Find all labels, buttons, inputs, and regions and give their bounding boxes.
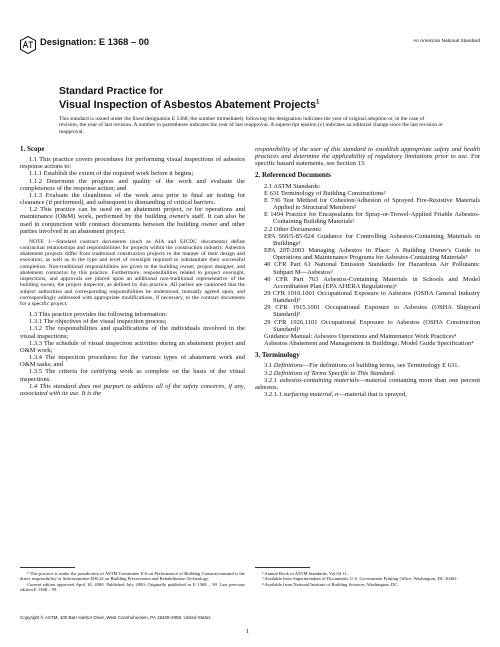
footnote-rule-right xyxy=(255,567,310,568)
section-heading-terminology: 3. Terminology xyxy=(255,351,300,360)
paragraph-3-2-1-1-number: 3.2.1.1 xyxy=(264,391,284,398)
reference-model-guide: Asbestos Abatement and Management in Buildings: Model Guide Specification⁴ xyxy=(264,340,474,348)
paragraph-1-2: 1.2 This practice can be used on an abatement project, or for operations and maintenance (O&M) work, performed by the building owner's staff. It can also be used in conjunction with contract documents between the building owner and other parties involved in an abatement project. xyxy=(20,206,245,235)
paragraph-1-3-3: 1.3.3 The schedule of visual inspection activities during an abatement project and O&M work; xyxy=(20,339,245,354)
reference-epa-560: EPA 560/5-85-024 Guidance for Controlling Asbestos-Containing Materials in Buildings³ xyxy=(264,232,480,247)
reference-40cfr61: 40 CFR Part 61 National Emission Standards for Hazardous Air Pollutants: Subpart M—Asbestos³ xyxy=(264,261,480,276)
footnotes-left xyxy=(20,571,245,592)
footnote-3: ³ Available from Superintendent of Documents, U.S. Government Printing Office, Washington, DC 20402. xyxy=(262,576,458,582)
paragraph-3-2-1-1 xyxy=(255,391,480,398)
footnote-2: ² Annual Book of ASTM Standards, Vol 04.11. xyxy=(262,571,348,576)
paragraph-1-1-3: 1.1.3 Evaluate the cleanliness of the work area prior to final air testing for clearance (if performed), and subsequent to dismantling of critical barriers. xyxy=(20,191,245,207)
document-title-line2 xyxy=(59,99,319,111)
paragraph-1-3-5: 1.3.5 The criteria for certifying work as complete on the basis of the visual inspections. xyxy=(20,368,245,383)
paragraph-1-3: 1.3 This practice provides the following information: xyxy=(29,311,167,319)
document-title-text: Visual Inspection of Asbestos Abatement Projects xyxy=(59,99,316,111)
paragraph-1-4-continued-italic: responsibility of the user of this standard to establish appropriate safety and health practices and determine the applicability of regulatory limitations prior to use. xyxy=(255,146,480,161)
footnotes-right xyxy=(255,571,480,587)
left-column xyxy=(20,146,245,397)
paragraph-3-1-term: Definitions xyxy=(273,362,303,370)
paragraph-2-2: 2.2 Other Documents: xyxy=(264,225,322,233)
paragraph-1-3-4: 1.3.4 The inspection procedures for the various types of abatement work and O&M tasks; and xyxy=(20,354,245,369)
paragraph-1-1-1: 1.1.1 Establish the extent of the required work before it begins; xyxy=(29,170,194,178)
copyright-notice: Copyright © ASTM, 100 Barr Harbor Drive, West Conshohocken, PA 19428-2959, United States. xyxy=(20,615,212,620)
title-footnote-mark: 1 xyxy=(316,99,320,106)
paragraph-1-3-2: 1.3.2 The responsibilities and qualifications of the individuals involved in the visual inspections; xyxy=(20,325,245,340)
reference-40cfr763: 40 CFR Part 763 Asbestos-Containing Materials in Schools and Model Accreditation Plan (EPA AHERA Regulations)³ xyxy=(264,275,480,290)
paragraph-1-1: 1.1 This practice covers procedures for performing visual inspections of asbestos response actions to: xyxy=(20,156,245,171)
paragraph-3-1-number: 3.1 xyxy=(264,362,274,370)
footnote-rule-left xyxy=(20,567,75,568)
paragraph-3-2-1 xyxy=(255,377,480,391)
paragraph-1-4-text: 1.4 This standard does not purport to address all of the safety concerns, if any, associated with its use. It is the xyxy=(20,382,245,397)
paragraph-3-1-text: —For definitions of building terms, see Terminology E 631. xyxy=(302,362,460,370)
right-column xyxy=(255,146,480,398)
paragraph-3-1 xyxy=(255,362,480,369)
reference-guidance-manual: Guidance Manual: Asbestos Operations and Maintenance Work Practices⁴ xyxy=(264,332,457,340)
note-1 xyxy=(20,239,245,307)
paragraph-1-1-2: 1.1.2 Determine the progress and quality of the work and evaluate the completeness of the response action; and xyxy=(20,177,245,192)
reference-29cfr1910: 29 CFR 1910.1001 Occupational Exposure to Asbestos (OSHA General Industry Standard)³ xyxy=(264,289,480,305)
footnote-1: ¹ This practice is under the jurisdiction of ASTM Committee E-6 on Performance of Building Constructionsand is the direct responsibility of Subcommittee E06.24 on Building Preservation and Rehabilitation Technology. xyxy=(20,571,245,582)
reference-epa-20t: EPA 20T-2003 Managing Asbestos in Place: A Building Owner's Guide to Operations and Maintenance Programs for Asbestos-Containing Materials³ xyxy=(264,247,480,262)
reference-e1494: E 1494 Practice for Encapsulants for Spray-or-Trowel-Applied Friable Asbestos-Containing Building Materials² xyxy=(264,211,480,226)
paragraph-1-4-continued-plain: For specific hazard statements, see Section 13. xyxy=(255,153,480,168)
publisher-label: An American National Standard xyxy=(413,39,480,44)
paragraph-3-2-1-number: 3.2.1 xyxy=(264,376,280,384)
paragraph-2-1: 2.1 ASTM Standards: xyxy=(264,182,321,190)
paragraph-3-2-1-term: asbestos-containing materials xyxy=(279,376,359,384)
footnote-1-edition: Current edition approved April 10, 2000. Published July 2000. Originally published as E 1368 – 90. Last previous edition E 1368 – 99. xyxy=(20,581,245,592)
document-title-line1: Standard Practice for xyxy=(59,86,164,97)
paragraph-3-2 xyxy=(255,370,480,377)
paragraph-1-4 xyxy=(20,383,245,397)
paragraph-3-2-1-1-term: surfacing material, n xyxy=(283,391,339,398)
paragraph-3-2-1-text: —material containing more than one percent asbestos. xyxy=(255,376,480,391)
reference-29cfr1915: 29 CFR 1915.1001 Occupational Exposure to Asbestos (OSHA Shipyard Standard)³ xyxy=(264,304,480,319)
astm-logo-icon xyxy=(20,36,36,54)
reference-e631: E 631 Terminology of Building Constructions² xyxy=(264,189,386,197)
footnote-4: ⁴ Available from National Institute of Building Sciences, Washington, DC. xyxy=(262,581,399,587)
page-number: 1 xyxy=(246,628,250,635)
designation: Designation: E 1368 – 00 xyxy=(40,37,150,47)
paragraph-3-2-1-1-text: —material that is sprayed, xyxy=(338,391,407,398)
issued-note: This standard is issued under the fixed designation E 1368; the number immediately following the designation indicates the year of original adoption or, in the case of revision, the year of last revision. A number in parentheses indicates the year of last reapproval. A superscript epsilon (ε) indicates an editorial change since the last revision or reapproval. xyxy=(59,116,443,135)
paragraph-1-4-continued xyxy=(255,146,480,167)
reference-e736: E 736 Test Method for Cohesion/Adhesion of Sprayed Fire-Resistive Materials Applied to Structural Members² xyxy=(264,196,480,212)
reference-29cfr1926: 29 CFR 1926.1101 Occupational Exposure to Asbestos (OSHA Construction Standard)³ xyxy=(264,318,480,333)
section-heading-scope: 1. Scope xyxy=(20,145,45,153)
paragraph-1-3-1: 1.3.1 The objectives of the visual inspection process; xyxy=(29,318,167,326)
paragraph-3-2-number: 3.2 xyxy=(264,369,274,377)
note-1-text: NOTE 1—Standard contract documents (such as AIA and EJCDC documents) define contractual relationships and responsibilities for projects within the construction industry. Asbestos abatement projects differ from traditional construction projects in the manner of their design and execution, as well as in the type and level of oversight required to substantiate their successful completion. Non-traditional responsibilities are given to the building owner, project designer, and abatement contractor by this practice. Furthermore, responsibilities related to project oversight, inspections, and approvals are placed upon an additional non-traditional representative of the building owner, the project inspector, as defined by this practice. All parties are cautioned that the subject authorities and corresponding responsibilities be understood, mutually agreed upon, and correspondingly addressed with appropriate modifications, if necessary, to the contract documents for a specific project. xyxy=(20,238,245,307)
paragraph-3-2-term: Definitions of Terms Specific to This Standard: xyxy=(273,369,396,377)
section-heading-referenced-documents: 2. Referenced Documents xyxy=(255,171,331,180)
